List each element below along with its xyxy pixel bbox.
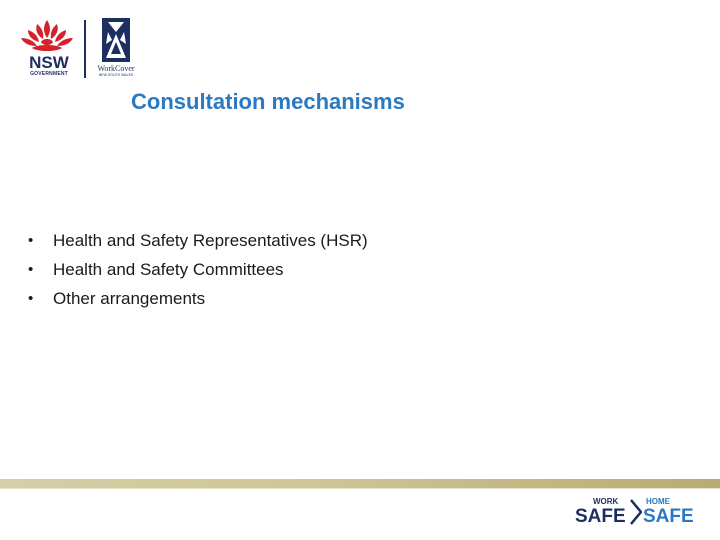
logo-safe-left: SAFE [575,506,626,527]
slide-title: Consultation mechanisms [131,89,405,114]
bullet-item [28,255,368,284]
bullet-text: Health and Safety Representatives (HSR) [53,231,368,250]
logo-work-label: WORK [593,497,619,506]
bullet-item [28,284,368,313]
bullet-text: Health and Safety Committees [53,260,284,279]
bullet-text: Other arrangements [53,289,206,308]
footer-divider [0,488,720,489]
work-safe-home-safe-logo [574,497,694,529]
bullet-icon: • [28,290,34,307]
chevron-icon [630,499,642,525]
logo-divider [84,20,86,78]
bullet-list [28,226,368,313]
bullet-item [28,226,368,255]
nsw-government-logo [16,18,80,80]
footer-band [0,479,720,488]
workcover-wordmark: WorkCover [97,64,135,73]
workcover-subtitle: NEW SOUTH WALES [98,73,134,77]
nsw-wordmark: NSW [29,53,69,72]
logo-home-label: HOME [646,497,670,506]
logo-safe-right: SAFE [643,506,694,527]
workcover-logo [92,18,140,80]
bullet-icon: • [28,232,34,249]
waratah-icon [18,18,76,56]
bullet-icon: • [28,261,34,278]
workcover-mark-icon [96,18,136,62]
nsw-government-label: GOVERNMENT [30,71,68,77]
